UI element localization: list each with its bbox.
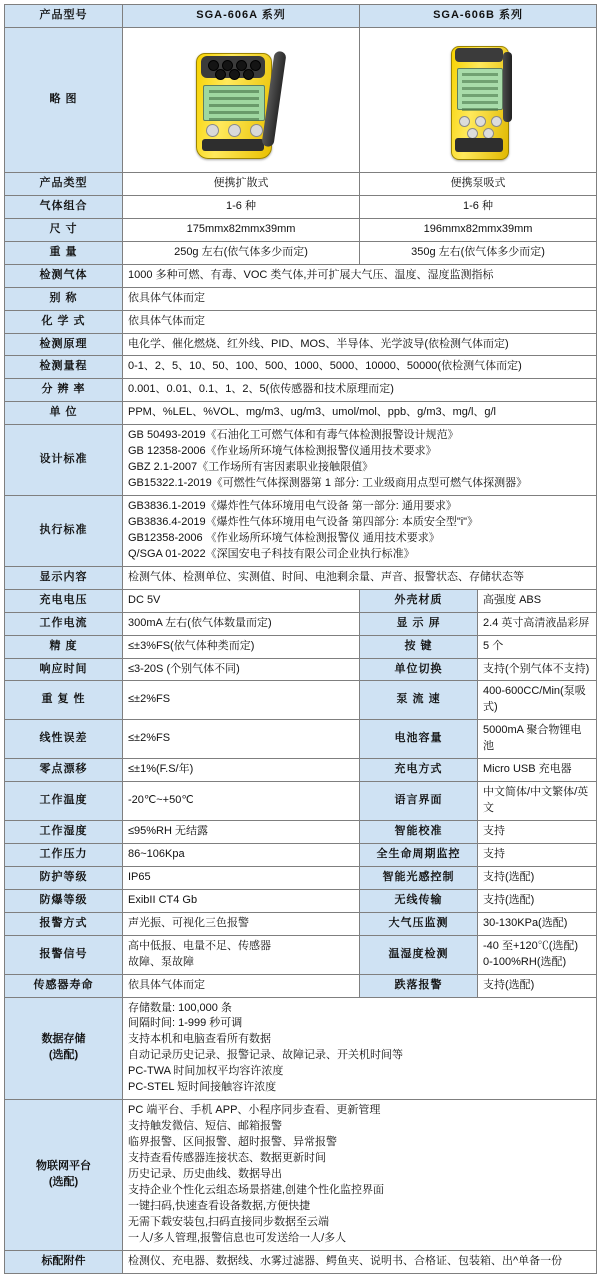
specification-table — [4, 4, 597, 1274]
row-label-left: 工作温度 — [5, 782, 123, 821]
exec-standard-line: GB3836.4-2019《爆炸性气体环境用电气设备 第四部分: 本质安全型"i"》 — [128, 515, 479, 528]
iot-label-line1: 物联网平台 — [36, 1159, 91, 1172]
row-value-right: 2.4 英寸高清液晶彩屏 — [478, 612, 597, 635]
table-row — [5, 720, 597, 759]
row-value-b: 便携泵吸式 — [360, 172, 597, 195]
row-label-right: 显 示 屏 — [360, 612, 478, 635]
row-value-a: 1-6 种 — [123, 195, 360, 218]
row-label-right: 全生命周期监控 — [360, 843, 478, 866]
row-label-left: 工作湿度 — [5, 821, 123, 844]
row-value-right: 支持 — [478, 821, 597, 844]
table-row — [5, 759, 597, 782]
row-value-b: 350g 左右(依气体多少而定) — [360, 241, 597, 264]
row-value-right: 5 个 — [478, 635, 597, 658]
row-value-right: 支持(选配) — [478, 866, 597, 889]
row-label: 气体组合 — [5, 195, 123, 218]
table-row-model — [5, 5, 597, 28]
data-storage-label-line2: (选配) — [48, 1049, 79, 1062]
row-value-left: ≤±3%FS(依气体种类而定) — [123, 635, 360, 658]
table-row — [5, 402, 597, 425]
table-row — [5, 612, 597, 635]
alarm-signal-line: 高中低报、电量不足、传感器 — [128, 939, 271, 952]
data-storage-line: 支持本机和电脑查看所有数据 — [128, 1033, 271, 1046]
row-label-iot-platform — [5, 1100, 123, 1250]
table-row-data-storage — [5, 997, 597, 1100]
row-label-right: 充电方式 — [360, 759, 478, 782]
row-label-right: 智能校准 — [360, 821, 478, 844]
accessories-label-line1: 标配附件 — [41, 1254, 86, 1267]
iot-platform-line: 一人/多人管理,报警信息也可发送给一人/多人 — [128, 1231, 347, 1244]
row-value: 0-1、2、5、10、50、100、500、1000、5000、10000、50000(依检测气体而定) — [123, 356, 597, 379]
row-label: 别 称 — [5, 287, 123, 310]
iot-platform-line: 一键扫码,快速查看设备数据,方便快捷 — [128, 1199, 311, 1212]
row-label: 分 辨 率 — [5, 379, 123, 402]
design-standard-line: GB 50493-2019《石油化工可燃气体和有毒气体检测报警设计规范》 — [128, 429, 459, 442]
temp-humidity-line: -40 至+120℃(选配) — [483, 939, 579, 952]
row-label: 检测量程 — [5, 356, 123, 379]
alarm-signal-list — [123, 935, 360, 974]
table-row — [5, 218, 597, 241]
row-label-temp-humidity: 温湿度检测 — [360, 935, 478, 974]
row-value-b: 196mmx82mmx39mm — [360, 218, 597, 241]
row-value-left: ExibII CT4 Gb — [123, 889, 360, 912]
row-label-data-storage — [5, 997, 123, 1100]
row-label-right: 无线传输 — [360, 889, 478, 912]
table-row — [5, 172, 597, 195]
table-row-sketch — [5, 27, 597, 172]
row-value-right: 支持(个别气体不支持) — [478, 658, 597, 681]
table-row — [5, 356, 597, 379]
row-label-left: 防爆等级 — [5, 889, 123, 912]
iot-platform-line: PC 端平台、手机 APP、小程序同步查看、更新管理 — [128, 1104, 381, 1117]
iot-platform-line: 支持企业个性化云组态场景搭建,创建个性化监控界面 — [128, 1183, 385, 1196]
row-label-sketch: 略 图 — [5, 27, 123, 172]
row-label-display-content: 显示内容 — [5, 566, 123, 589]
row-value-left: ≤95%RH 无结露 — [123, 821, 360, 844]
table-row-exec-standard — [5, 496, 597, 567]
row-value-right: 高强度 ABS — [478, 589, 597, 612]
row-label-sensor-life: 传感器寿命 — [5, 974, 123, 997]
table-row — [5, 310, 597, 333]
temp-humidity-line: 0-100%RH(选配) — [483, 955, 567, 968]
column-header-a: SGA-606A 系列 — [123, 5, 360, 28]
row-value-left: 300mA 左右(依气体数量而定) — [123, 612, 360, 635]
table-row — [5, 889, 597, 912]
iot-platform-list — [123, 1100, 597, 1250]
table-row — [5, 264, 597, 287]
row-value-a: 175mmx82mmx39mm — [123, 218, 360, 241]
row-label-right: 泵 流 速 — [360, 681, 478, 720]
table-row — [5, 866, 597, 889]
row-value-left: 声光振、可视化三色报警 — [123, 912, 360, 935]
row-label: 化 学 式 — [5, 310, 123, 333]
table-row — [5, 589, 597, 612]
product-image-a-cell — [123, 27, 360, 172]
row-label-left: 充电电压 — [5, 589, 123, 612]
row-label: 单 位 — [5, 402, 123, 425]
row-label: 产品类型 — [5, 172, 123, 195]
accessories-value: 检测仪、充电器、数据线、水雾过滤器、鳄鱼夹、说明书、合格证、包装箱、出^单备一份 — [123, 1250, 597, 1273]
row-label-left: 精 度 — [5, 635, 123, 658]
row-value-left: DC 5V — [123, 589, 360, 612]
data-storage-line: PC-STEL 短时间接触容许浓度 — [128, 1081, 277, 1094]
table-row — [5, 333, 597, 356]
exec-standard-line: GB3836.1-2019《爆炸性气体环境用电气设备 第一部分: 通用要求》 — [128, 500, 457, 512]
row-label-left: 零点漂移 — [5, 759, 123, 782]
row-label-right: 单位切换 — [360, 658, 478, 681]
row-value: PPM、%LEL、%VOL、mg/m3、ug/m3、umol/mol、ppb、g/m3、mg/l、g/l — [123, 402, 597, 425]
row-value-right: 支持 — [478, 843, 597, 866]
alarm-signal-line: 故障、泵故障 — [128, 955, 194, 968]
row-label: 重 量 — [5, 241, 123, 264]
sensor-life-value: 依具体气体而定 — [123, 974, 360, 997]
table-row-iot-platform — [5, 1100, 597, 1250]
row-value: 依具体气体而定 — [123, 287, 597, 310]
row-value: 电化学、催化燃烧、红外线、PID、MOS、半导体、光学波导(依检测气体而定) — [123, 333, 597, 356]
row-value-right: 30-130KPa(选配) — [478, 912, 597, 935]
row-value-right: 5000mA 聚合物锂电池 — [478, 720, 597, 759]
exec-standard-line: GB12358-2006 《作业场所环境气体检测报警仪 通用技术要求》 — [128, 531, 440, 544]
iot-platform-line: 支持查看传感器连接状态、数据更新时间 — [128, 1151, 326, 1164]
table-row — [5, 658, 597, 681]
row-label-left: 防护等级 — [5, 866, 123, 889]
table-row — [5, 379, 597, 402]
row-label-design-standard: 设计标准 — [5, 425, 123, 496]
row-label-exec-standard: 执行标准 — [5, 496, 123, 567]
exec-standard-line: Q/SGA 01-2022《深国安电子科技有限公司企业执行标准》 — [128, 547, 415, 560]
row-value-right: 支持(选配) — [478, 889, 597, 912]
row-label-left: 报警方式 — [5, 912, 123, 935]
row-label-right: 智能光感控制 — [360, 866, 478, 889]
row-label-right: 大气压监测 — [360, 912, 478, 935]
row-value-right: 中文简体/中文繁体/英文 — [478, 782, 597, 821]
row-label-right: 语言界面 — [360, 782, 478, 821]
row-label-right: 外壳材质 — [360, 589, 478, 612]
row-label: 检测原理 — [5, 333, 123, 356]
product-image-b-cell — [360, 27, 597, 172]
row-label-accessories — [5, 1250, 123, 1273]
row-label-right: 按 键 — [360, 635, 478, 658]
design-standard-line: GB 12358-2006《作业场所环境气体检测报警仪通用技术要求》 — [128, 445, 437, 458]
table-row — [5, 821, 597, 844]
row-label-left: 响应时间 — [5, 658, 123, 681]
iot-platform-line: 支持触发微信、短信、邮箱报警 — [128, 1120, 282, 1133]
row-value-a: 便携扩散式 — [123, 172, 360, 195]
row-value-left: IP65 — [123, 866, 360, 889]
data-storage-line: 间隔时间: 1-999 秒可调 — [128, 1017, 243, 1030]
row-value-left: ≤±1%(F.S/年) — [123, 759, 360, 782]
row-label-left: 工作电流 — [5, 612, 123, 635]
row-label-left: 工作压力 — [5, 843, 123, 866]
row-value-right: 400-600CC/Min(泵吸式) — [478, 681, 597, 720]
column-header-b: SGA-606B 系列 — [360, 5, 597, 28]
table-row — [5, 912, 597, 935]
iot-platform-line: 历史记录、历史曲线、数据导出 — [128, 1167, 282, 1180]
data-storage-line: 存储数量: 100,000 条 — [128, 1001, 232, 1014]
row-value-a: 250g 左右(依气体多少而定) — [123, 241, 360, 264]
row-label-alarm-signal: 报警信号 — [5, 935, 123, 974]
row-label-model: 产品型号 — [5, 5, 123, 28]
data-storage-line: PC-TWA 时间加权平均容许浓度 — [128, 1065, 284, 1078]
row-label-left: 线性误差 — [5, 720, 123, 759]
table-row-design-standard — [5, 425, 597, 496]
exec-standard-list — [123, 496, 597, 567]
data-storage-list — [123, 997, 597, 1100]
row-label-right: 电池容量 — [360, 720, 478, 759]
row-value-left: -20℃~+50℃ — [123, 782, 360, 821]
table-row — [5, 241, 597, 264]
row-value-left: ≤±2%FS — [123, 681, 360, 720]
row-value-right: Micro USB 充电器 — [478, 759, 597, 782]
iot-label-line2: (选配) — [48, 1175, 79, 1188]
table-row — [5, 287, 597, 310]
row-label-drop-alarm: 跌落报警 — [360, 974, 478, 997]
row-value-b: 1-6 种 — [360, 195, 597, 218]
row-label-left: 重 复 性 — [5, 681, 123, 720]
row-value: 依具体气体而定 — [123, 310, 597, 333]
table-row-sensor-life — [5, 974, 597, 997]
table-row — [5, 635, 597, 658]
iot-platform-line: 无需下载安装包,扫码直接同步数据至云端 — [128, 1215, 330, 1228]
row-value-left: ≤3-20S (个别气体不同) — [123, 658, 360, 681]
row-label: 尺 寸 — [5, 218, 123, 241]
display-content-value: 检测气体、检测单位、实测值、时间、电池剩余量、声音、报警状态、存储状态等 — [123, 566, 597, 589]
row-label: 检测气体 — [5, 264, 123, 287]
data-storage-line: 自动记录历史记录、报警记录、故障记录、开关机时间等 — [128, 1049, 403, 1062]
table-row-alarm-signal — [5, 935, 597, 974]
row-value-left: 86~106Kpa — [123, 843, 360, 866]
design-standard-line: GB15322.1-2019《可燃性气体探测器第 1 部分: 工业级商用点型可燃气体探测器》 — [128, 477, 528, 490]
temp-humidity-list — [478, 935, 597, 974]
drop-alarm-value: 支持(选配) — [478, 974, 597, 997]
row-value: 0.001、0.01、0.1、1、2、5(依传感器和技术原理而定) — [123, 379, 597, 402]
table-row — [5, 843, 597, 866]
row-value-left: ≤±2%FS — [123, 720, 360, 759]
design-standard-line: GBZ 2.1-2007《工作场所有害因素职业接触限值》 — [128, 461, 374, 474]
portable-diffusion-detector-image — [128, 32, 354, 168]
table-row — [5, 681, 597, 720]
portable-pump-detector-image — [365, 32, 591, 168]
table-row-accessories — [5, 1250, 597, 1273]
design-standard-list — [123, 425, 597, 496]
table-row — [5, 195, 597, 218]
table-row — [5, 782, 597, 821]
data-storage-label-line1: 数据存储 — [41, 1033, 86, 1046]
row-value: 1000 多种可燃、有毒、VOC 类气体,并可扩展大气压、温度、湿度监测指标 — [123, 264, 597, 287]
iot-platform-line: 临界报警、区间报警、超时报警、异常报警 — [128, 1136, 337, 1148]
table-row-display-content — [5, 566, 597, 589]
